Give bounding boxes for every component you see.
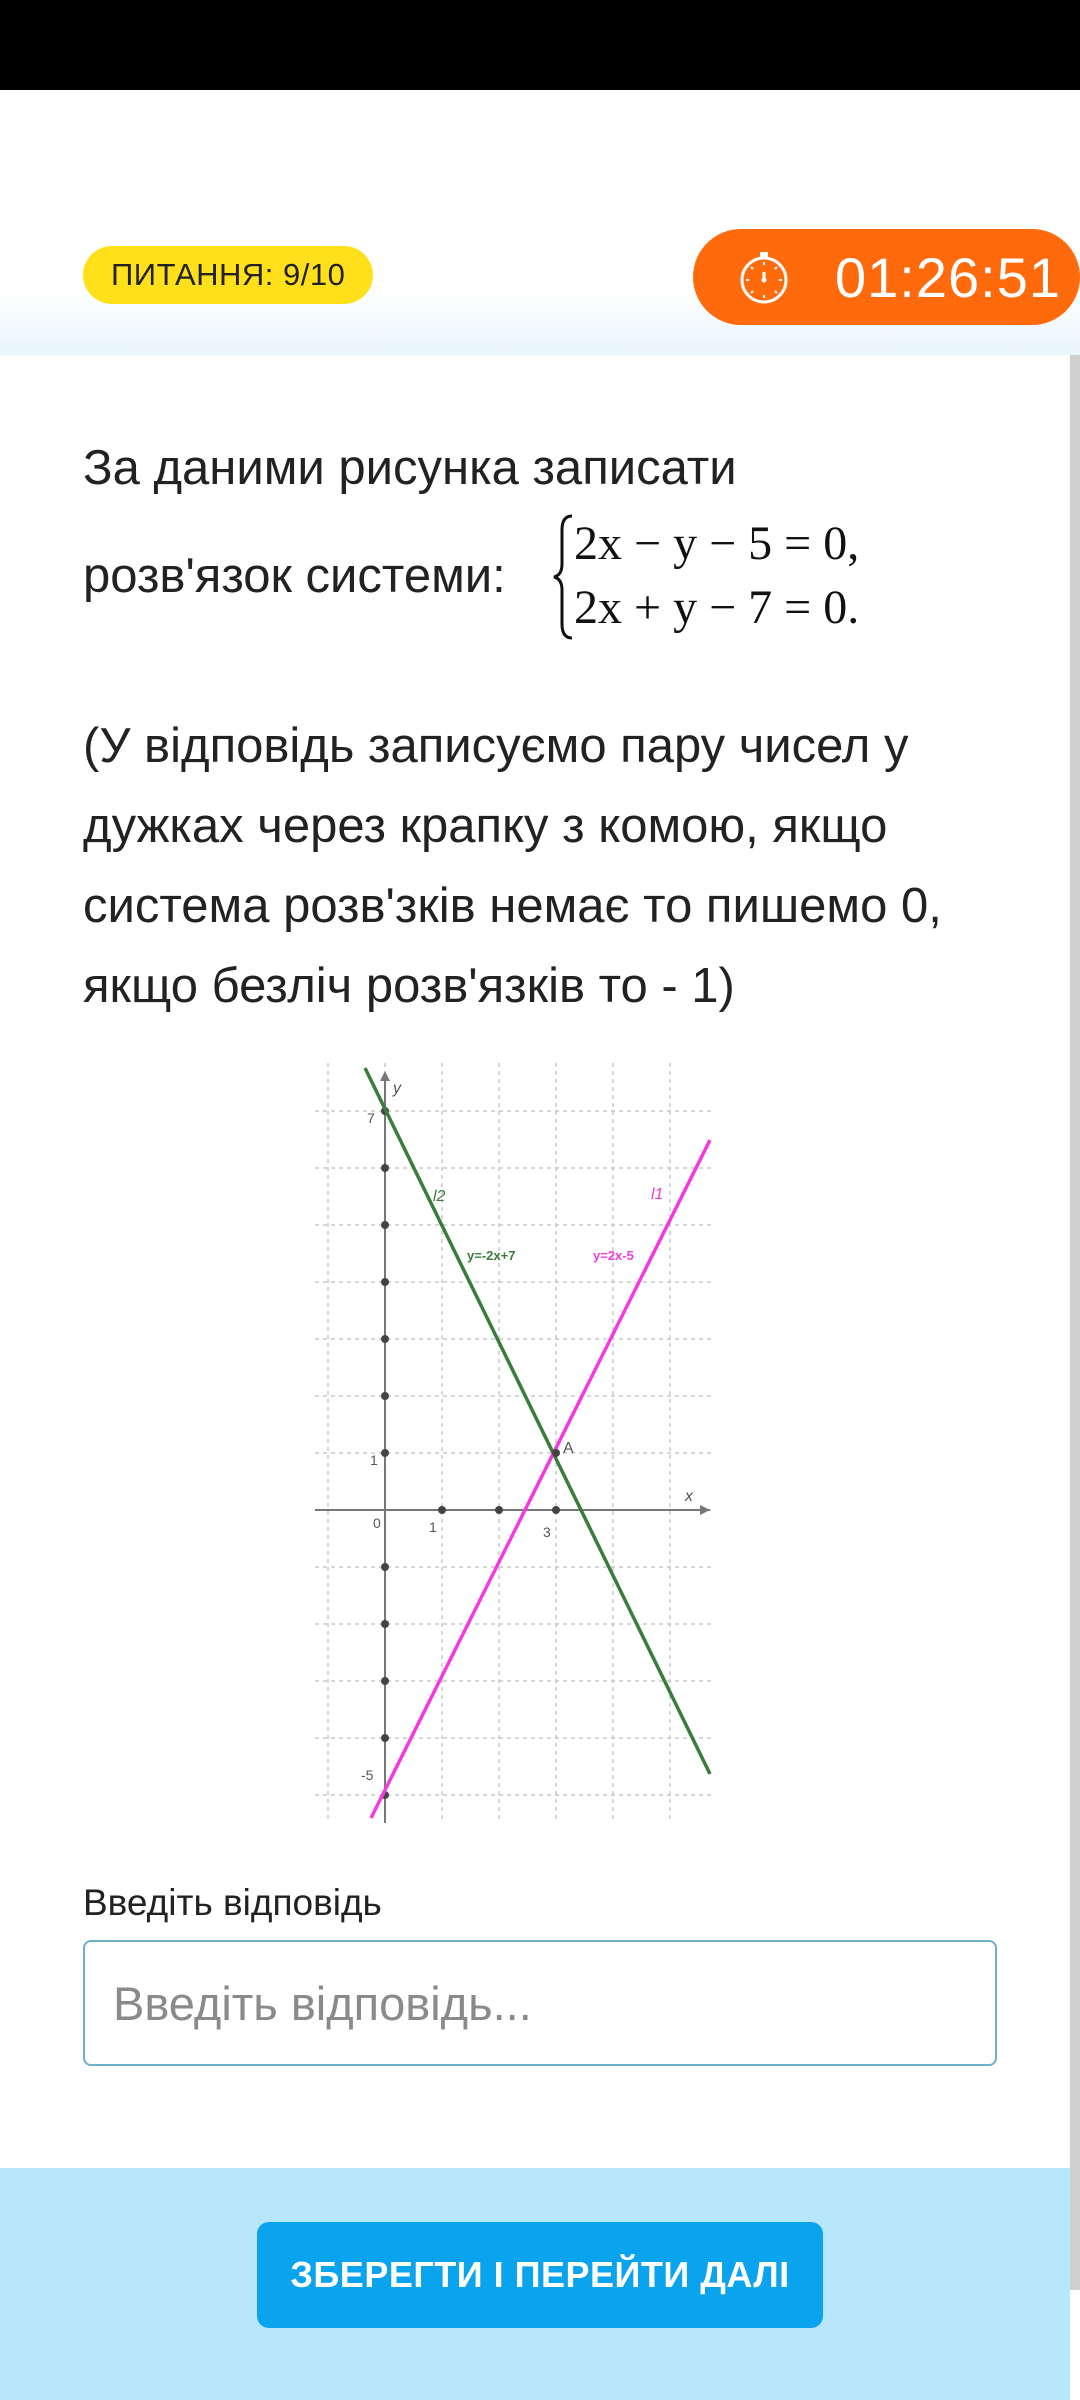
answer-input[interactable] [83, 1940, 997, 2066]
y-tick-dot [381, 1677, 389, 1685]
instruction-line: система розв'зків немає то пишемо 0, [83, 879, 942, 933]
save-and-next-button[interactable]: ЗБЕРЕГТИ І ПЕРЕЙТИ ДАЛІ [257, 2222, 823, 2328]
y-axis-label: y [393, 1080, 401, 1097]
y-tick-dot [381, 1734, 389, 1742]
x-axis-label: x [685, 1488, 693, 1505]
y-tick-7-label: 7 [367, 1110, 375, 1126]
y-tick-dot [381, 1392, 389, 1400]
timer-pill [693, 229, 1080, 325]
x-tick-dot [495, 1506, 503, 1514]
graph-grid [315, 1063, 715, 1823]
equation-system [552, 512, 952, 642]
x-tick-dot [438, 1506, 446, 1514]
y-tick-minus5-label: -5 [361, 1767, 374, 1783]
x-axis-arrow-icon [700, 1505, 710, 1515]
instruction-line: (У відповідь записуємо пару чисел у [83, 719, 909, 773]
line-l2-name: l2 [433, 1188, 446, 1205]
x-tick-3-label: 3 [543, 1524, 551, 1540]
scrollbar[interactable] [1070, 355, 1080, 2290]
line-l2-equation: y=-2x+7 [467, 1248, 516, 1263]
question-counter-badge: ПИТАННЯ: 9/10 [83, 246, 373, 304]
equation-1: 2x − y − 5 = 0, [574, 517, 860, 570]
origin-label: 0 [373, 1515, 381, 1531]
y-tick-dot [381, 1164, 389, 1172]
y-tick-dot [381, 1221, 389, 1229]
answer-label: Введіть відповідь [83, 1882, 382, 1923]
stopwatch-icon [735, 248, 793, 306]
x-tick-dot [552, 1506, 560, 1514]
y-tick-dot [381, 1620, 389, 1628]
answer-instructions [83, 706, 1013, 1026]
instruction-line: якщо безліч розв'язків то - 1) [83, 959, 735, 1013]
question-text-line2: розв'язок системи: [83, 549, 506, 603]
question-text-line1: За даними рисунка записати [83, 441, 737, 495]
x-tick-1-label: 1 [429, 1519, 437, 1535]
system-graph [315, 1063, 715, 1823]
intersection-point-a [552, 1449, 560, 1457]
line-l1-magenta [371, 1140, 710, 1818]
line-l1-name: l1 [651, 1186, 664, 1203]
line-l1-equation: y=2x-5 [593, 1248, 634, 1263]
timer-value: 01:26:51 [835, 245, 1061, 309]
y-axis-arrow-icon [380, 1071, 390, 1081]
y-tick-dot [381, 1335, 389, 1343]
y-tick-dot [381, 1563, 389, 1571]
point-a-label: A [563, 1440, 574, 1457]
y-tick-dot [381, 1278, 389, 1286]
y-tick-1-label: 1 [370, 1452, 378, 1468]
instruction-line: дужках через крапку з комою, якщо [83, 799, 888, 853]
line-l2-green [365, 1068, 710, 1774]
system-brace-icon [552, 512, 574, 642]
equation-2: 2x + y − 7 = 0. [574, 581, 860, 634]
y-tick-dot [381, 1449, 389, 1457]
status-bar [0, 0, 1080, 90]
